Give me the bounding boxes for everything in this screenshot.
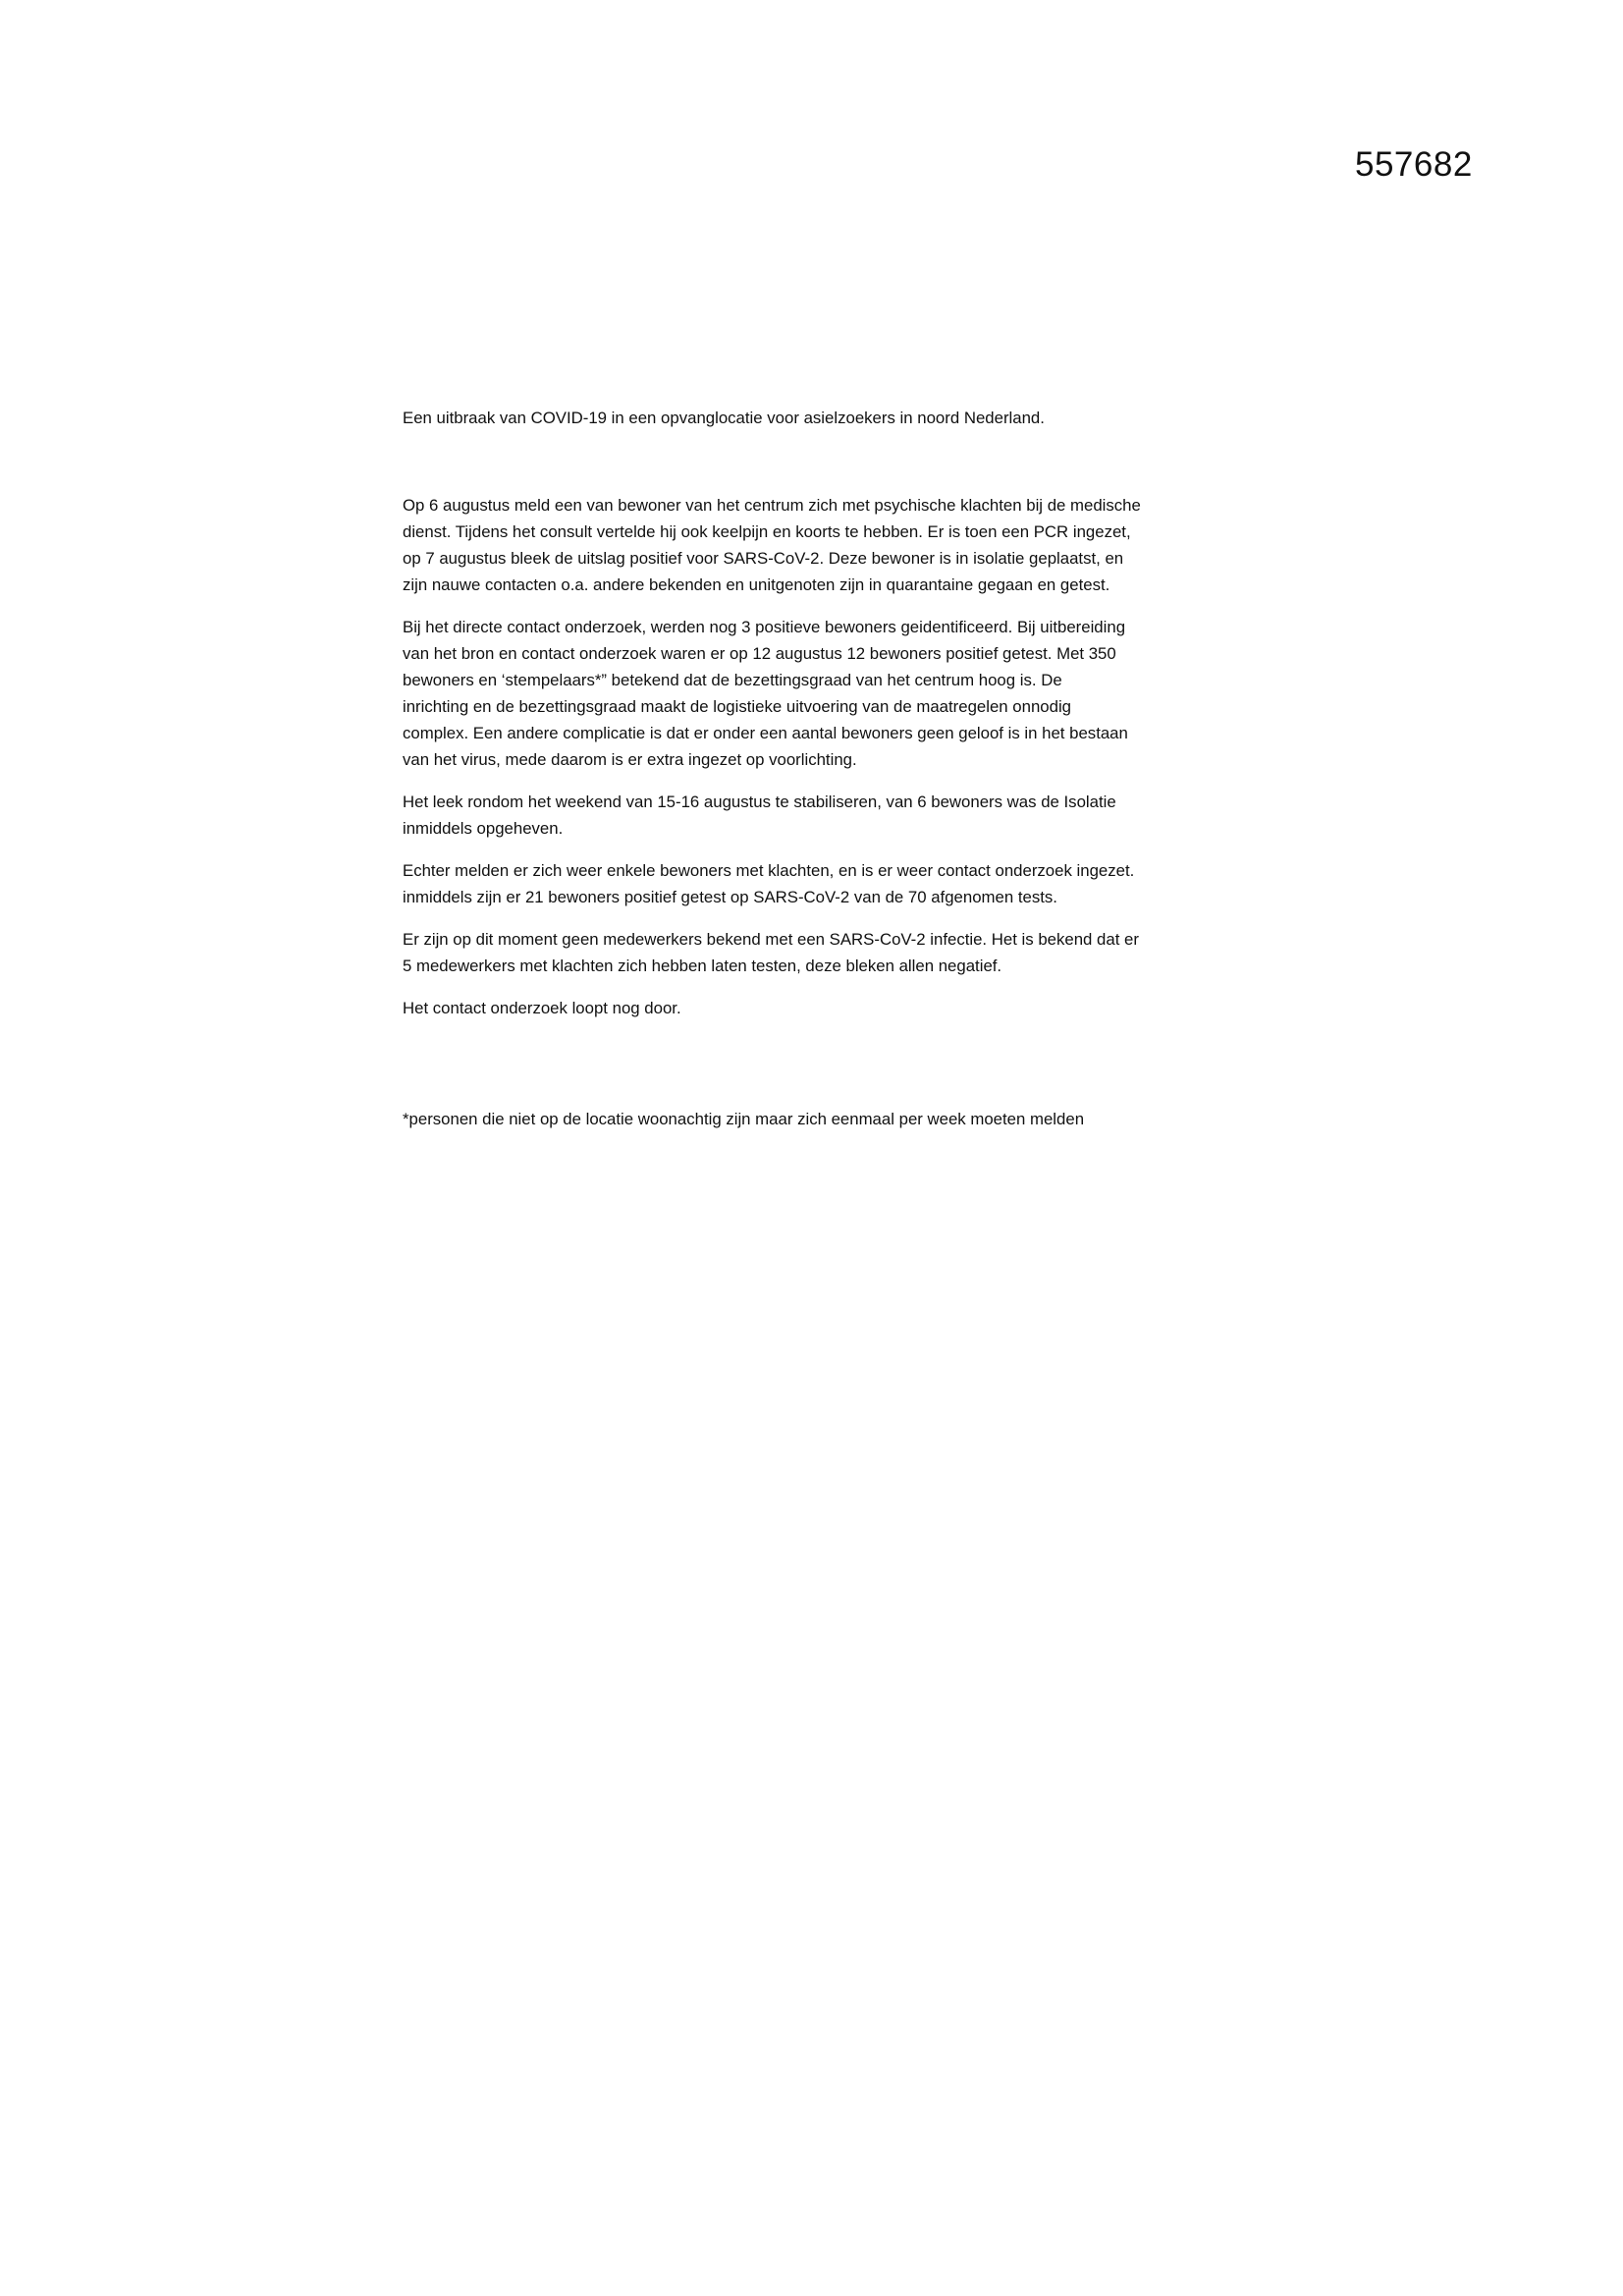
document-body <box>403 405 1247 1037</box>
paragraph-contact-investigation: Bij het directe contact onderzoek, werden nog 3 positieve bewoners geidentificeerd. Bij uitbereiding van het bron en contact onderzoek waren er op 12 augustus 12 bewoners positief getest. Met 350 bewoners en ‘stempelaars*” betekend dat de bezettingsgraad van het centrum hoog is. De inrichting en de bezettingsgraad maakt de logistieke uitvoering van de maatregelen onnodig complex. Een andere complicatie is dat er onder een aantal bewoners geen geloof is in het bestaan van het virus, mede daarom is er extra ingezet op voorlichting. <box>403 618 1128 769</box>
paragraph-index-case: Op 6 augustus meld een van bewoner van het centrum zich met psychische klachten bij de medische dienst. Tijdens het consult vertelde hij ook keelpijn en koorts te hebben. Er is toen een PCR ingezet, op 7 augustus bleek de uitslag positief voor SARS-CoV-2. Deze bewoner is in isolatie geplaatst, en zijn nauwe contacten o.a. andere bekenden en unitgenoten zijn in quarantaine gegaan en getest. <box>403 496 1141 594</box>
document-title: Een uitbraak van COVID-19 in een opvanglocatie voor asielzoekers in noord Nederland. <box>403 409 1045 427</box>
paragraph-ongoing: Het contact onderzoek loopt nog door. <box>403 999 681 1017</box>
footnote: *personen die niet op de locatie woonachtig zijn maar zich eenmaal per week moeten melden <box>403 1110 1085 1128</box>
paragraphs <box>403 492 1247 1021</box>
paragraph-stabilisation: Het leek rondom het weekend van 15-16 augustus te stabiliseren, van 6 bewoners was de Isolatie inmiddels opgeheven. <box>403 793 1116 838</box>
document-number: 557682 <box>1355 145 1473 184</box>
paragraph-new-complaints: Echter melden er zich weer enkele bewoners met klachten, en is er weer contact onderzoek ingezet. inmiddels zijn er 21 bewoners positief getest op SARS-CoV-2 van de 70 afgenomen tests. <box>403 861 1135 906</box>
paragraph-staff: Er zijn op dit moment geen medewerkers bekend met een SARS-CoV-2 infectie. Het is bekend dat er 5 medewerkers met klachten zich hebben laten testen, deze bleken allen negatief. <box>403 930 1139 975</box>
